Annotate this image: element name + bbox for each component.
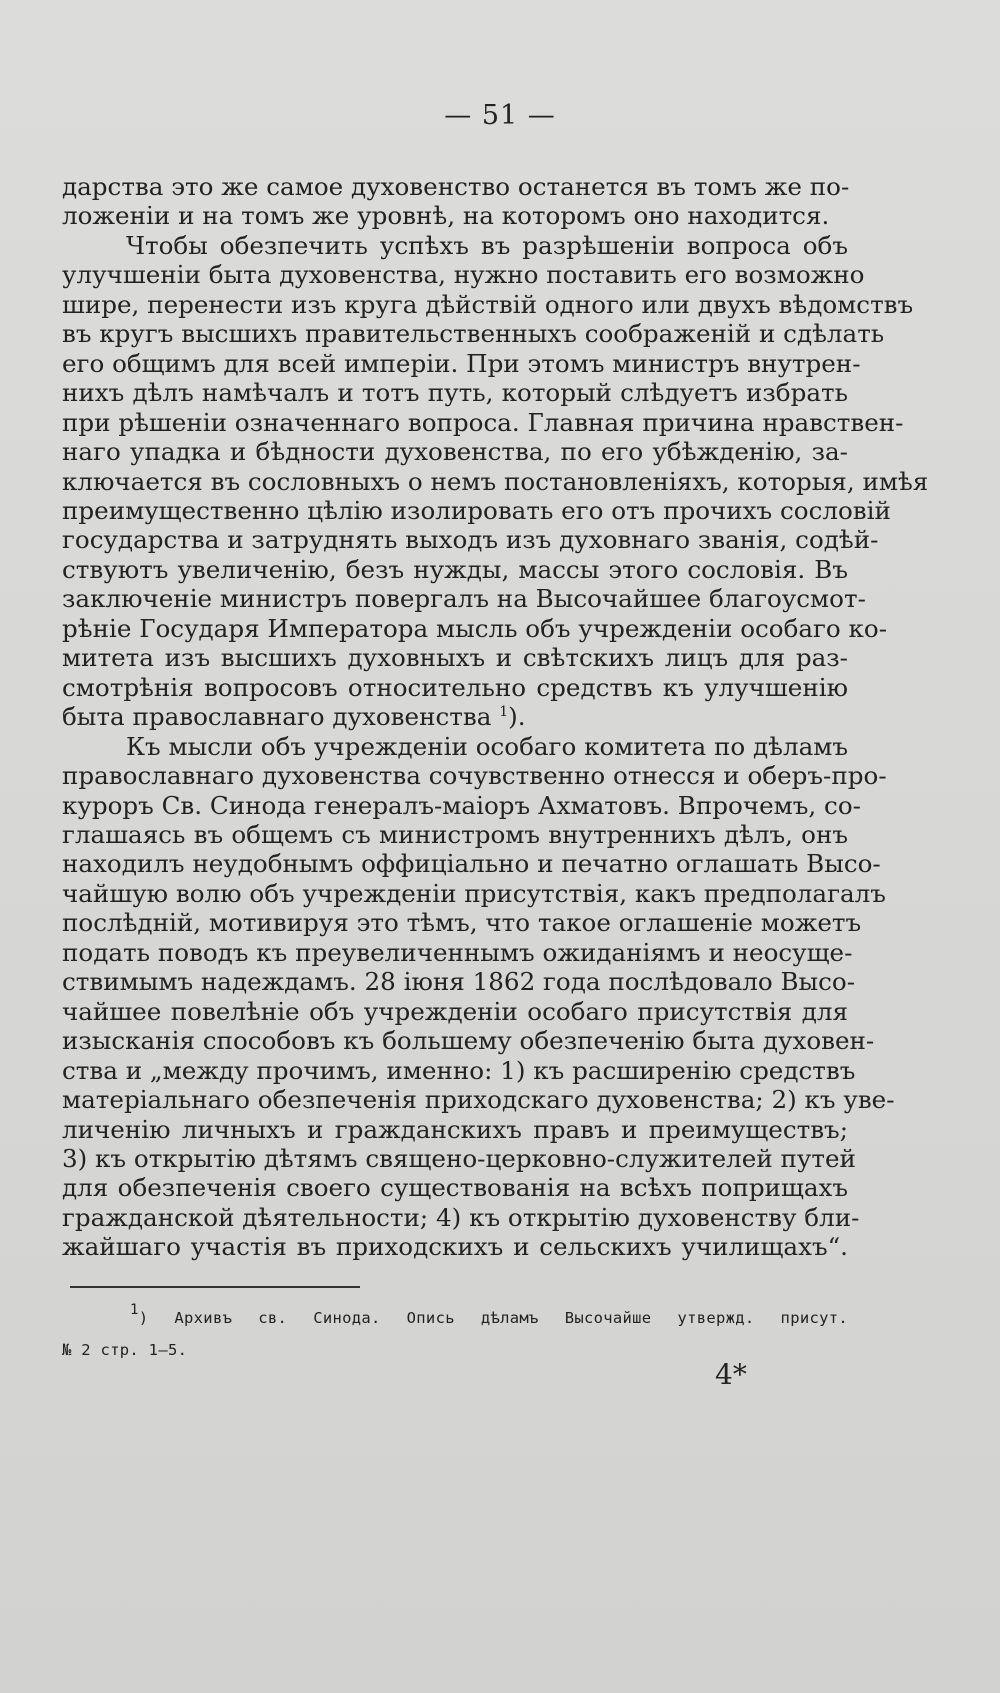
text-line: ствимымъ надеждамъ. 28 iюня 1862 года послѣдовало Высо- (62, 967, 856, 997)
text-line: улучшенiи быта духовенства, нужно поставить его возможно (62, 260, 865, 290)
text-line: нихъ дѣлъ намѣчалъ и тотъ путь, который слѣдуетъ избрать (62, 378, 848, 408)
text-line: дарства это же самое духовенство останется въ томъ же по- (62, 172, 850, 201)
page-number: — 51 — (444, 100, 556, 131)
text-line: наго упадка и бѣдности духовенства, по его убѣжденiю, за- (62, 437, 848, 467)
signature-mark: 4* (715, 1358, 747, 1391)
text-line: для обезпеченiя своего существованiя на всѣхъ поприщахъ (62, 1173, 848, 1203)
text-line: митета изъ высшихъ духовныхъ и свѣтскихъ лицъ для раз- (62, 643, 848, 673)
text-line: при рѣшенiи означеннаго вопроса. Главная причина нравствен- (62, 407, 904, 437)
text-line: смотрѣнiя вопросовъ относительно средствъ къ улучшенiю (62, 672, 848, 702)
text-line: чайшую волю объ учрежденiи присутствiя, какъ предполагалъ (62, 878, 886, 908)
text-line-with-footnote (62, 702, 848, 731)
text-line: ствуютъ увеличенiю, безъ нужды, массы этого сословiя. Въ (62, 554, 848, 584)
text-line: подать поводъ къ преувеличеннымъ ожиданiямъ и неосуще- (62, 937, 853, 967)
text-line: матерiальнаго обезпеченiя приходскаго духовенства; 2) къ уве- (62, 1085, 895, 1115)
text-line: его общимъ для всей имперiи. При этомъ министръ внутрен- (62, 348, 861, 378)
footnote-divider (70, 1286, 360, 1288)
footnote-reference-close: ). (508, 702, 526, 732)
text-line: Къ мысли объ учрежденiи особаго комитета по дѣламъ (126, 731, 849, 761)
text-line: личенiю личныхъ и гражданскихъ правъ и преимуществъ; (62, 1114, 848, 1144)
text-line: послѣднiй, мотивируя это тѣмъ, что такое оглашенiе можетъ (62, 908, 862, 938)
text-line: изысканiя способовъ къ большему обезпеченiю быта духовен- (62, 1026, 875, 1056)
text-line: рѣнiе Государя Императора мысль объ учрежденiи особаго ко- (62, 613, 888, 643)
footnote-marker: 1 (130, 1302, 139, 1318)
text-line: ложенiи и на томъ же уровнѣ, на которомъ оно находится. (62, 201, 830, 231)
text-line: 3) къ открытiю дѣтямъ священо-церковно-служителей путей (62, 1143, 856, 1173)
text-line: государства и затруднять выходъ изъ духовнаго званiя, содѣй- (62, 525, 879, 555)
text-line: чайшее повелѣнiе объ учрежденiи особаго присутствiя для (62, 996, 848, 1026)
text-line: куроръ Св. Синода генералъ-маiоръ Ахматовъ. Впрочемъ, со- (62, 790, 861, 820)
footnotes (62, 1302, 848, 1366)
text-line: заключенiе министръ повергалъ на Высочайшее благоусмот- (62, 584, 866, 614)
text-line: глашаясь въ общемъ съ министромъ внутреннихъ дѣлъ, онъ (62, 819, 848, 849)
text-line: въ кругъ высшихъ правительственныхъ соображенiй и сдѣлать (62, 319, 885, 349)
text-line: преимущественно цѣлiю изолировать его отъ прочихъ сословiй (62, 495, 891, 525)
text-line: гражданской дѣятельности; 4) къ открытiю духовенству бли- (62, 1202, 860, 1232)
text-line: Чтобы обезпечить успѣхъ въ разрѣшенiи вопроса объ (126, 230, 848, 260)
footnote-line (62, 1302, 848, 1334)
text-line: шире, перенести изъ круга дѣйствiй одного или двухъ вѣдомствъ (62, 289, 914, 319)
footnote-reference: 1 (499, 704, 509, 721)
text-line-content: быта православнаго духовенства (62, 702, 492, 732)
text-line: жайшаго участiя въ приходскихъ и сельскихъ училищахъ“. (62, 1232, 848, 1262)
text-line: находилъ неудобнымъ оффицiально и печатно оглашать Высо- (62, 849, 881, 879)
footnote-line: № 2 стр. 1—5. (62, 1341, 188, 1359)
text-line: ства и „между прочимъ, именно: 1) къ расширенiю средствъ (62, 1055, 856, 1085)
text-line: ключается въ сословныхъ о немъ постановленiяхъ, которыя, имѣя (62, 466, 929, 496)
text-line: православнаго духовенства сочувственно отнесся и оберъ-про- (62, 761, 887, 791)
main-text (62, 172, 929, 1262)
footnote-text: ) Архивъ св. Синода. Опись дѣламъ Высочайше утвержд. присут. (138, 1309, 848, 1327)
